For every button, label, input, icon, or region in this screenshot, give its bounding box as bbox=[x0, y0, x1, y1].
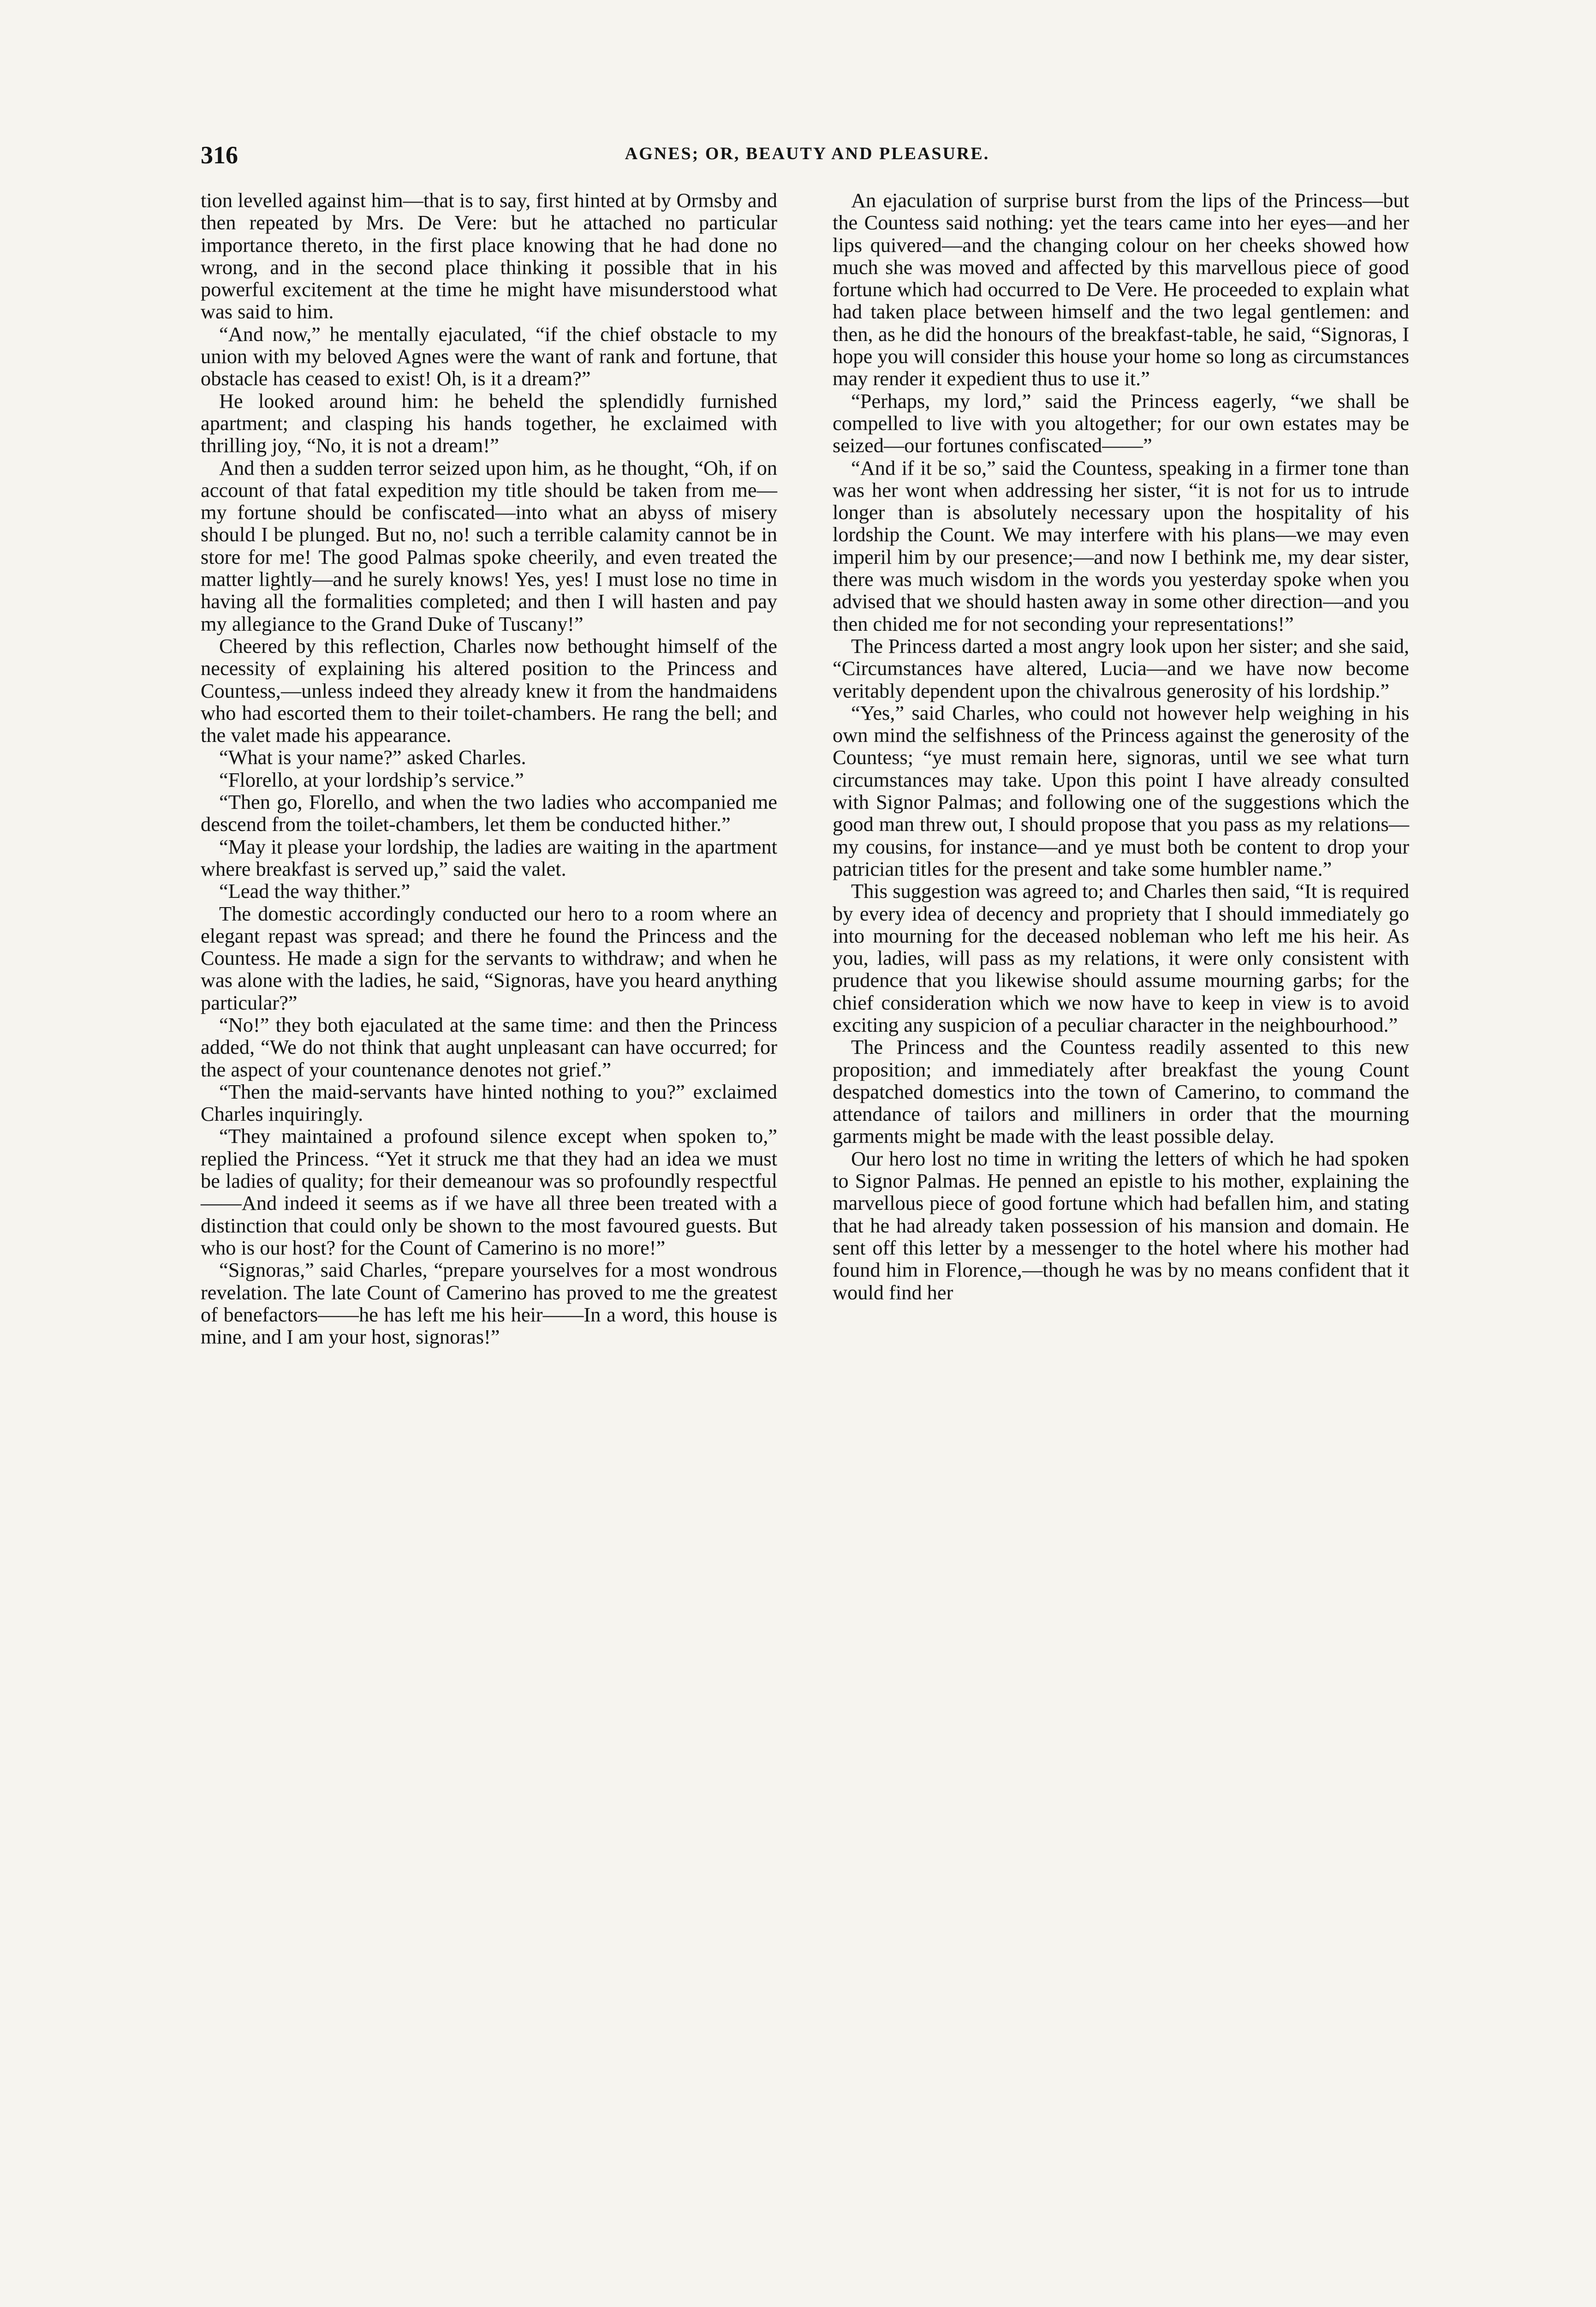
paragraph: “Florello, at your lordship’s service.” bbox=[219, 768, 524, 791]
paragraph: “And now,” he mentally ejaculated, “if the chief obstacle to my union with my beloved Agnes were the want of rank and fortune, that obstacle has ceased to exist! Oh, is it a dream?” bbox=[201, 322, 777, 390]
paragraph: “And if it be so,” said the Countess, speaking in a firmer tone than was her wont when addressing her sister, “it is not for us to intrude longer than is absolutely necessary upon the hospitality of his lordship the Count. We may interfere with his plans—we may even imperil him by our presence;—and now I bethink me, my dear sister, there was much wisdom in the words you yesterday spoke when you advised that we should hasten away in some other direction—and you then chided me for not seconding your representations!” bbox=[833, 456, 1409, 635]
page-header bbox=[201, 141, 1414, 173]
page-number: 316 bbox=[201, 141, 238, 169]
paragraph: “Signoras,” said Charles, “prepare yourselves for a most wondrous revelation. The late Count of Camerino has proved to me the greatest of benefactors——he has left me his heir——In a word, this house is mine, and I am your host, signoras!” bbox=[201, 1258, 777, 1349]
paragraph: The Princess darted a most angry look upon her sister; and she said, “Circumstances have altered, Lucia—and we have now become veritably dependent upon the chivalrous generosity of his lordship.” bbox=[833, 634, 1409, 702]
right-column bbox=[833, 189, 1409, 1303]
paragraph: The Princess and the Countess readily assented to this new proposition; and immediately after breakfast the young Count despatched domestics into the town of Camerino, to command the attendance of tailors and milliners in order that the mourning garments might be made with the least possible delay. bbox=[833, 1035, 1409, 1148]
left-column bbox=[201, 189, 777, 1348]
paragraph: Cheered by this reflection, Charles now bethought himself of the necessity of explaining his altered position to the Princess and Countess,—unless indeed they already knew it from the handmaidens who had escorted them to their toilet-chambers. He rang the bell; and the valet made his appearance. bbox=[201, 634, 777, 747]
paragraph: An ejaculation of surprise burst from the lips of the Princess—but the Countess said nothing: yet the tears came into her eyes—and her lips quivered—and the changing colour on her cheeks showed how much she was moved and affected by this marvellous piece of good fortune which had occurred to De Vere. He proceeded to explain what had taken place between himself and the two legal gentlemen: and then, as he did the honours of the breakfast-table, he said, “Signoras, I hope you will consider this house your home so long as circumstances may render it expedient thus to use it.” bbox=[833, 189, 1409, 390]
running-title: AGNES; OR, BEAUTY AND PLEASURE. bbox=[625, 144, 990, 163]
paragraph: tion levelled against him—that is to say, first hinted at by Ormsby and then repeated by Mrs. De Vere: but he attached no particular importance thereto, in the first place knowing that he had done no wrong, and in the second place thinking it possible that in his powerful excitement at the time he might have misunderstood what was said to him. bbox=[201, 189, 777, 323]
paragraph: “Lead the way thither.” bbox=[219, 879, 411, 903]
paragraph: “What is your name?” asked Charles. bbox=[219, 746, 526, 769]
paragraph: “They maintained a profound silence except when spoken to,” replied the Princess. “Yet it struck me that they had an idea we must be ladies of quality; for their demeanour was so profoundly respectful——And indeed it seems as if we have all three been treated with a distinction that could only be shown to the most favoured guests. But who is our host? for the Count of Camerino is no more!” bbox=[201, 1124, 777, 1259]
paragraph: And then a sudden terror seized upon him, as he thought, “Oh, if on account of that fatal expedition my title should be taken from me—my fortune should be confiscated—into what an abyss of misery should I be plunged. But no, no! such a terrible calamity cannot be in store for me! The good Palmas spoke cheerily, and even treated the matter lightly—and he surely knows! Yes, yes! I must lose no time in having all the formalities completed; and then I will hasten and pay my allegiance to the Grand Duke of Tuscany!” bbox=[201, 456, 777, 635]
paragraph: He looked around him: he beheld the splendidly furnished apartment; and clasping his hands together, he exclaimed with thrilling joy, “No, it is not a dream!” bbox=[201, 389, 777, 457]
paragraph: Our hero lost no time in writing the letters of which he had spoken to Signor Palmas. He penned an epistle to his mother, explaining the marvellous piece of good fortune which had befallen him, and stating that he had already taken possession of his mansion and domain. He sent off this letter by a messenger to the hotel where his mother had found him in Florence,—though he was by no means confident that it would find her bbox=[833, 1147, 1409, 1304]
paragraph: This suggestion was agreed to; and Charles then said, “It is required by every idea of decency and propriety that I should immediately go into mourning for the deceased nobleman who left me his heir. As you, ladies, will pass as my relations, it were only consistent with prudence that you likewise should assume mourning garbs; for the chief consideration which we now have to keep in view is to avoid exciting any suspicion of a peculiar character in the neighbourhood.” bbox=[833, 879, 1409, 1036]
paragraph: “Then the maid-servants have hinted nothing to you?” exclaimed Charles inquiringly. bbox=[201, 1080, 777, 1126]
paragraph: “No!” they both ejaculated at the same time: and then the Princess added, “We do not think that aught unpleasant can have occurred; for the aspect of your countenance denotes not grief.” bbox=[201, 1013, 777, 1081]
paragraph: “May it please your lordship, the ladies are waiting in the apartment where breakfast is served up,” said the valet. bbox=[201, 835, 777, 880]
paragraph: The domestic accordingly conducted our hero to a room where an elegant repast was spread; and there he found the Princess and the Countess. He made a sign for the servants to withdraw; and when he was alone with the ladies, he said, “Signoras, have you heard anything particular?” bbox=[201, 902, 778, 1014]
paragraph: “Then go, Florello, and when the two ladies who accompanied me descend from the toilet-chambers, let them be conducted hither.” bbox=[201, 790, 777, 836]
paragraph: “Yes,” said Charles, who could not however help weighing in his own mind the selfishness of the Princess against the generosity of the Countess; “ye must remain here, signoras, until we see what turn circumstances may take. Upon this point I have already consulted with Signor Palmas; and following one of the suggestions which the good man threw out, I should propose that you pass as my relations—my cousins, for instance—and ye must both be content to drop your patrician titles for the present and take some humbler name.” bbox=[833, 701, 1409, 880]
paragraph: “Perhaps, my lord,” said the Princess eagerly, “we shall be compelled to live with you altogether; for our own estates may be seized—our fortunes confiscated——” bbox=[833, 389, 1409, 457]
